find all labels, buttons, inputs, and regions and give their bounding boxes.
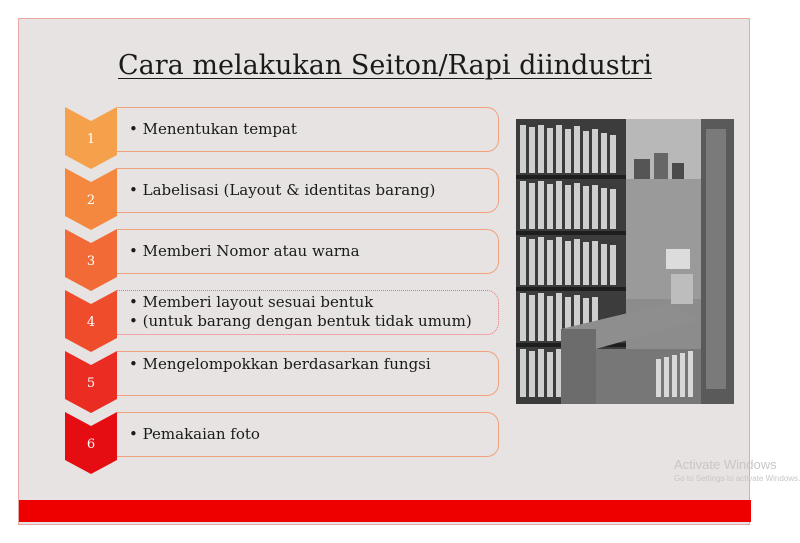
step-box (117, 168, 499, 213)
step-number: 2 (86, 193, 96, 208)
step-5 (65, 351, 501, 398)
activate-windows-watermark (674, 457, 800, 483)
step-text: • Memberi layout sesuai bentuk (129, 293, 374, 311)
step-number: 1 (86, 132, 96, 147)
step-box (117, 229, 499, 274)
watermark-line-2: Go to Settings to activate Windows. (674, 474, 800, 483)
office-archive-photo (516, 119, 734, 404)
step-6 (65, 412, 501, 459)
step-text: • (untuk barang dengan bentuk tidak umum) (129, 312, 472, 330)
step-number: 6 (86, 437, 96, 452)
step-text: • Labelisasi (Layout & identitas barang) (129, 181, 436, 199)
step-2 (65, 168, 501, 215)
step-box (117, 351, 499, 396)
accent-bar (19, 500, 751, 522)
slide (18, 18, 800, 525)
step-box (117, 412, 499, 457)
step-number: 3 (86, 254, 96, 269)
step-3 (65, 229, 501, 276)
step-1 (65, 107, 501, 154)
watermark-line-1: Activate Windows (674, 457, 777, 472)
step-text: • Memberi Nomor atau warna (129, 242, 360, 260)
step-text: • Menentukan tempat (129, 120, 297, 138)
step-number: 5 (86, 376, 96, 391)
step-number: 4 (86, 315, 96, 330)
step-box (117, 290, 499, 335)
step-4 (65, 290, 501, 337)
step-text: • Pemakaian foto (129, 425, 260, 443)
step-box (117, 107, 499, 152)
slide-title: Cara melakukan Seiton/Rapi diindustri (118, 50, 652, 81)
step-text: • Mengelompokkan berdasarkan fungsi (129, 355, 431, 373)
